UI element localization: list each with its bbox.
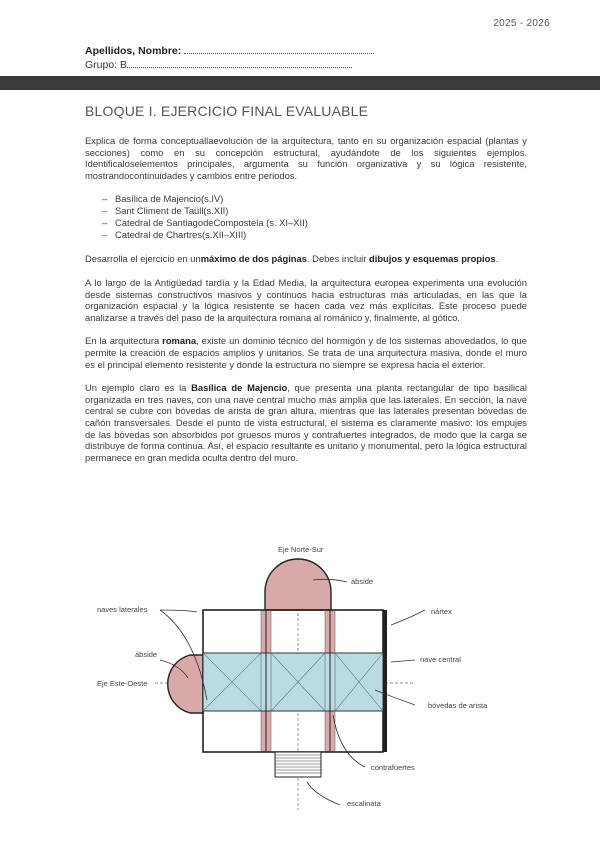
- paragraph-evolution: A lo largo de la Antigüedad tardía y la Edad Media, la arquitectura europea experimenta una evolución desde sistemas constructivos masivos y continuos hacia estructuras más articuladas, en las que la organización espacial y la lógica resistente se hacen cada vez más explícitas. Este proceso puede analizarse a través del paso de la arquitectura romana al románico y, finalmente, al gótico.: [85, 276, 527, 323]
- school-year: 2025 - 2026: [493, 18, 550, 29]
- group-field[interactable]: [127, 58, 352, 68]
- group-label: Grupo:: [85, 59, 118, 71]
- basilica-plan-diagram: [85, 540, 525, 820]
- label-naves-laterales: naves laterales: [97, 605, 148, 614]
- label-escalinata: escalinata: [347, 799, 381, 808]
- instruction-paragraph: Desarrolla el ejercicio en unmáximo de dos páginas. Debes incluir dibujos y esquemas propios.: [85, 253, 499, 265]
- paragraph-roman: En la arquitectura romana, existe un dominio técnico del hormigón y de los sistemas abovedados, lo que permite la creación de espacios amplios y unitarios. Se trata de una arquitectura masiva, donde el muro es el principal elemento resistente y donde la estructura no siempre se expresa hacia el exterior.: [85, 335, 527, 370]
- label-abside-top: ábside: [351, 577, 374, 586]
- label-bovedas: bóvedas de arista: [428, 701, 488, 710]
- examples-list: [85, 193, 527, 241]
- apse-top: [265, 559, 331, 610]
- label-abside-left: ábside: [135, 650, 158, 659]
- student-header: [85, 44, 374, 72]
- label-nave-central: nave central: [420, 655, 461, 664]
- intro-paragraph: Explica de forma conceptuallaevolución de la arquitectura, tanto en su organización espacial (plantas y secciones) como en su concepción estructural, ayudándote de los siguientes ejemplos. Identificaloselementos principales, argumenta su función organizativa y su lógica resistente, mostrandocontinuidades y cambios entre periodos.: [85, 135, 527, 181]
- list-item: – Sant Climent de Taüll(s.XII): [85, 205, 527, 217]
- axis-ew-label: Eje Este-Oeste: [97, 679, 148, 688]
- page-title: BLOQUE I. EJERCICIO FINAL EVALUABLE: [85, 103, 369, 119]
- narthex-wall: [383, 610, 387, 752]
- paragraph-majencio: Un ejemplo claro es la Basílica de Majencio, que presenta una planta rectangular de tipo basilical organizada en tres naves, con una nave central mucho más amplia que las laterales. En sección, la nave central se cubre con bóvedas de arista de gran altura, mientras que las laterales presentan bóvedas de cañón transversales. Desde el punto de vista estructural, el sistema es claramente masivo: los empujes de las bóvedas son absorbidos por gruesos muros y contrafuertes integrados, de modo que la carga se distribuye de forma continua. Así, el espacio resultante es unitario y monumental, pero la lógica estructural permanece en gran medida oculta dentro del muro.: [85, 382, 528, 463]
- document-body: [85, 103, 527, 475]
- list-item: – Basílica de Majencio(s.IV): [85, 193, 527, 205]
- list-item: – Catedral de Chartres(s.XII–XIII): [85, 229, 527, 241]
- list-item: – Catedral de SantiagodeCompostela (s. XI–XII): [85, 217, 527, 229]
- name-label: Apellidos, Nombre:: [85, 45, 182, 57]
- label-contrafuertes: contrafuertes: [371, 763, 415, 772]
- name-field[interactable]: [184, 44, 374, 54]
- central-nave: [203, 653, 383, 711]
- axis-ns-label: Eje Norte-Sur: [278, 545, 324, 554]
- label-nartex: nártex: [431, 607, 452, 616]
- group-value: B: [120, 59, 128, 71]
- header-band: [0, 76, 600, 90]
- plan-svg: [85, 540, 525, 820]
